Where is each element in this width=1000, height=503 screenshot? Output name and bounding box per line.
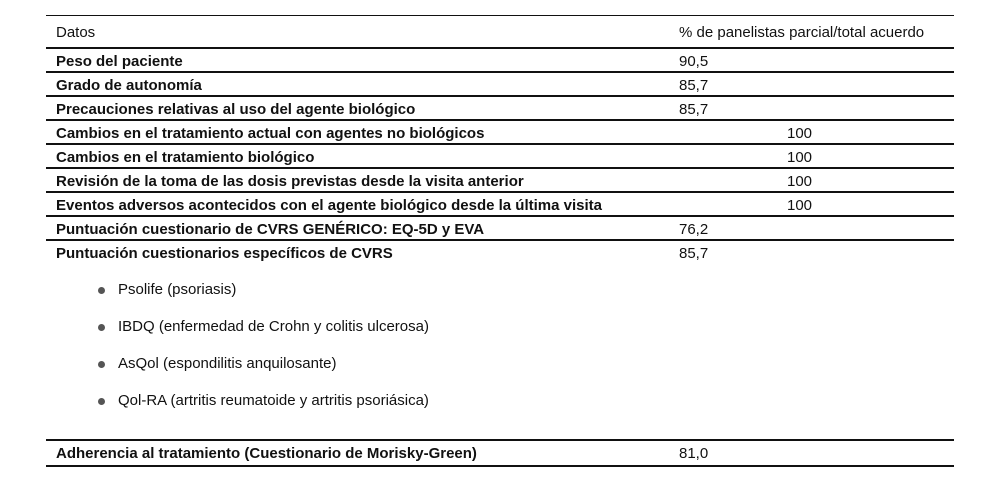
row-value: 100 [786,197,813,214]
table-row [46,49,954,73]
list-item-label: AsQol (espondilitis anquilosante) [118,355,337,372]
questionnaire-list [98,281,429,429]
table-row [46,121,954,145]
table-row [46,73,954,97]
row-label: Peso del paciente [56,53,183,70]
bullet-icon [98,361,105,368]
list-item-label: Qol-RA (artritis reumatoide y artritis psoriásica) [118,392,429,409]
list-item [98,355,429,392]
bullet-icon [98,287,105,294]
row-value: 85,7 [679,77,709,94]
list-item-label: Psolife (psoriasis) [118,281,237,298]
table-row [46,97,954,121]
table-row [46,145,954,169]
header-datos: Datos [56,24,96,41]
row-label: Precauciones relativas al uso del agente biológico [56,101,416,118]
row-label: Revisión de la toma de las dosis previstas desde la visita anterior [56,173,524,190]
data-table [46,15,954,467]
row-label: Grado de autonomía [56,77,202,94]
list-item-label: IBDQ (enfermedad de Crohn y colitis ulcerosa) [118,318,429,335]
row-value: 100 [786,173,813,190]
table-row [46,441,954,467]
row-value: 76,2 [679,221,709,238]
row-value: 81,0 [679,445,709,462]
row-value: 85,7 [679,101,709,118]
row-value: 90,5 [679,53,709,70]
row-value: 85,7 [679,245,709,262]
row-value: 100 [786,125,813,142]
header-percent: % de panelistas parcial/total acuerdo [679,24,925,41]
row-label: Eventos adversos acontecidos con el agente biológico desde la última visita [56,197,602,214]
table-row [46,193,954,217]
table-header [46,16,954,49]
row-value: 100 [786,149,813,166]
list-item [98,281,429,318]
row-label: Cambios en el tratamiento actual con agentes no biológicos [56,125,485,142]
table-row [46,217,954,241]
table-row [46,241,954,441]
row-label: Adherencia al tratamiento (Cuestionario de Morisky-Green) [56,445,477,462]
list-item [98,318,429,355]
list-item [98,392,429,429]
bullet-icon [98,324,105,331]
row-label: Puntuación cuestionarios específicos de CVRS [56,245,393,262]
bullet-icon [98,398,105,405]
row-label: Puntuación cuestionario de CVRS GENÉRICO: EQ-5D y EVA [56,221,485,238]
table-row [46,169,954,193]
row-label: Cambios en el tratamiento biológico [56,149,315,166]
